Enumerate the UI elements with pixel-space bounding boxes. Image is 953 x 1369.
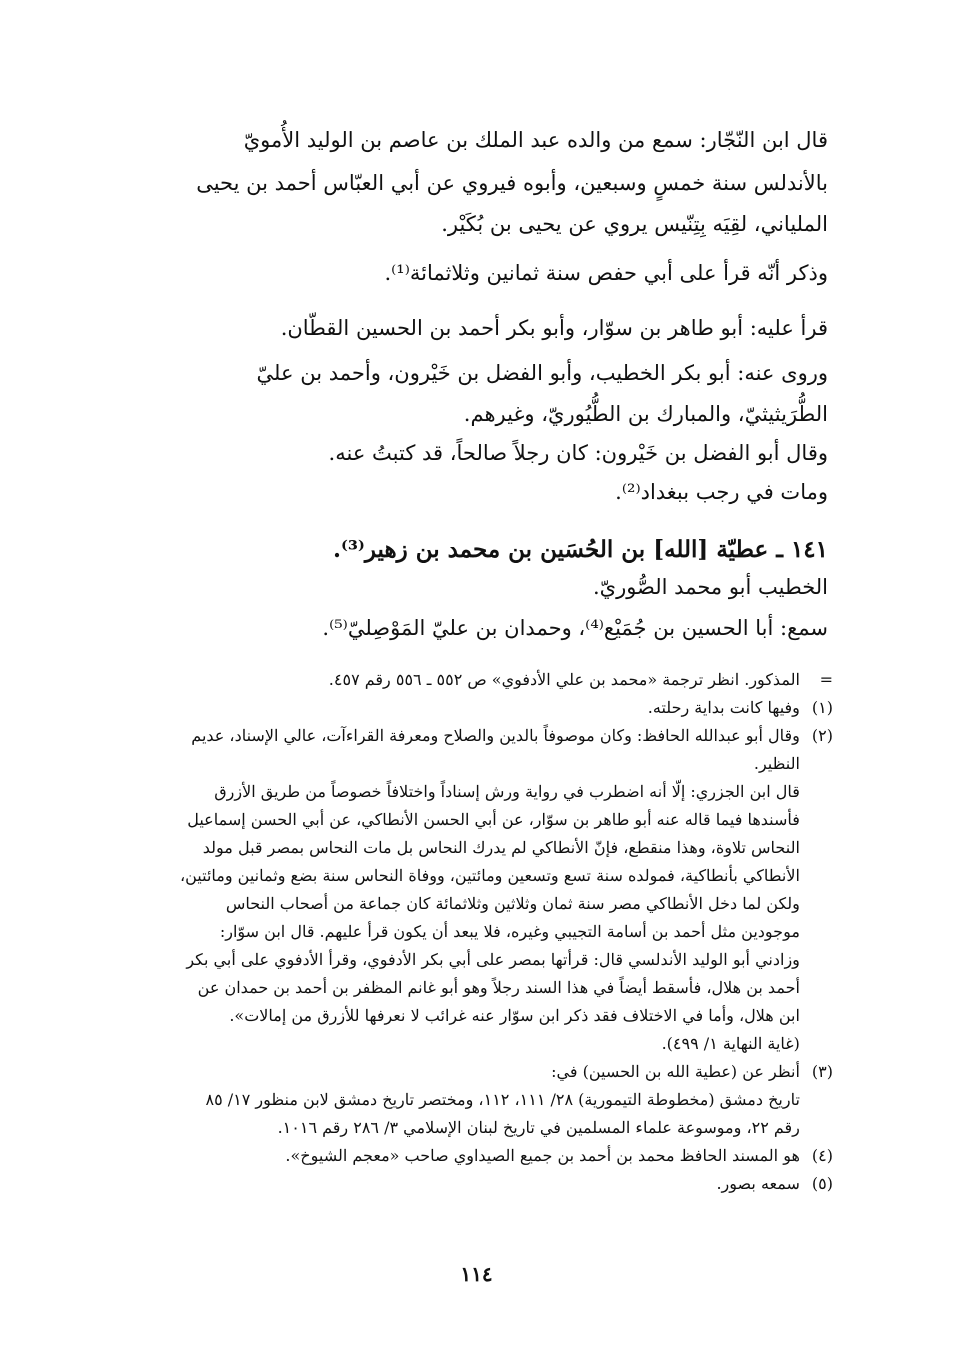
main-line: قرأ عليه: أبو طاهر بن سوّار، وأبو بكر أحمد بن الحسين القطّان. — [280, 316, 828, 340]
main-line: الملياني، لقِيَه بِتِنّيس يروي عن يحيى بن بُكَيْر. — [441, 212, 828, 236]
page-number: ١١٤ — [460, 1262, 493, 1286]
main-line: بالأندلس سنة خمسٍ وسبعين، وأبوه فيروي عن أبي العبّاس أحمد بن يحيى — [196, 171, 828, 195]
main-line: وروى عنه: أبو بكر الخطيب، وأبو الفضل بن خَيْرون، وأحمد بن عليّ — [256, 361, 828, 385]
main-line: قال ابن النّجّار: سمع من والده عبد الملك بن عاصم بن الوليد الأُمويّ — [243, 128, 828, 152]
footnote-line: تاريخ دمشق (مخطوطة التيمورية) ٢٨/ ١١١، ١١٢، ومختصر تاريخ دمشق لابن منظور ١٧/ ٨٥ — [205, 1090, 800, 1109]
footnote-line: قال ابن الجزري: إلّا أنه اضطرب في رواية ورش إسناداً واختلافاً خصوصاً من طريق الأزرق — [214, 782, 800, 801]
footnote-line: (٥) سمعه بصور. — [716, 1174, 833, 1193]
footnote-line: (١) وفيها كانت بداية رحلته. — [647, 698, 833, 717]
footnote-line: وزادني أبو الوليد الأندلسي قال: قرأتها بمصر على أبي بكر الأدفوي، وقرأ الأدفوي على أبي بكر — [186, 950, 800, 969]
main-line: وذكر أنّه قرأ على أبي حفص سنة ثمانين وثلاثمائة⁽¹⁾. — [384, 261, 828, 285]
footnote-line: النحاس تلاوة، وهذا منقطع، فإنّ الأنطاكي لم يدرك النحاس بل مات النحاس بمصر قبل مولد — [202, 838, 800, 857]
main-line: ومات في رجب ببغداد⁽²⁾. — [615, 480, 828, 504]
footnote-line: (٣) أنظر عن (عطية الله بن الحسين) في: — [551, 1062, 833, 1081]
footnote-line: = المذكور. انظر ترجمة «محمد بن علي الأدفوي» ص ٥٥٢ ـ ٥٥٦ رقم ٤٥٧. — [328, 670, 833, 689]
footnote-line: ولكن لما دخل الأنطاكي مصر سنة ثمان وثلاثين وثلاثمائة كان جماعة من أصحاب النحاس — [225, 894, 800, 913]
footnote-line: الأنطاكي بأنطاكية، فمولده سنة تسع وتسعين ومائتين، ووفاة النحاس سنة بضع وثمانين ومائتين، — [179, 866, 800, 885]
main-line: سمع: أبا الحسين بن جُمَيْع⁽⁴⁾، وحمدان بن عليّ المَوْصِليّ⁽⁵⁾. — [322, 616, 828, 640]
footnote-line: رقم ٢٢، وموسوعة علماء المسلمين في تاريخ لبنان الإسلامي ٣/ ٢٨٦ رقم ١٠١٦. — [277, 1118, 800, 1137]
footnote-line: أحمد بن هلال، فأسقط أيضاً في هذا السند رجلاً وهو أبو غانم المظفر بن أحمد بن حمدان عن — [197, 978, 800, 997]
footnote-line: موجودين مثل أحمد بن أسامة التجيبي وغيره، فلا يبعد أن يكون قرأ عليهم. قال ابن سوّار: — [219, 922, 800, 941]
footnote-line: فأسندها فيما قاله عنه أبو طاهر بن سوّار، عن أبي الحسن الأنطاكي، عن أبي الحسن إسماعيل — [187, 810, 800, 829]
footnote-line: النظير. — [753, 754, 800, 773]
main-line: وقال أبو الفضل بن خَيْرون: كان رجلاً صالحاً، قد كتبتُ عنه. — [328, 441, 828, 465]
main-line: الخطيب أبو محمد الصُّوريّ. — [592, 575, 828, 599]
footnote-line: (غاية النهاية ١/ ٤٩٩). — [661, 1034, 800, 1053]
entry-heading: ١٤١ ـ عطيّة [الله] بن الحُسَين بن محمد بن زهير⁽³⁾. — [333, 536, 828, 563]
footnote-line: (٤) هو المسند الحافظ محمد بن أحمد بن جميع الصيداوي صاحب «معجم الشيوخ». — [285, 1146, 833, 1165]
footnote-line: ابن هلال، وأما في الاختلاف فقد ذكر ابن سوّار عنه غرائب لا نعرفها للأزرق من إمالات». — [229, 1006, 800, 1025]
main-line: الطُّرَيثيثيّ، والمبارك بن الطُّيُوريّ، وغيرهم. — [463, 402, 828, 426]
footnote-line: (٢) وقال أبو عبدالله الحافظ: وكان موصوفاً بالدين والصلاح ومعرفة القراءآت، عالي الإسناد، عديم — [191, 726, 833, 745]
